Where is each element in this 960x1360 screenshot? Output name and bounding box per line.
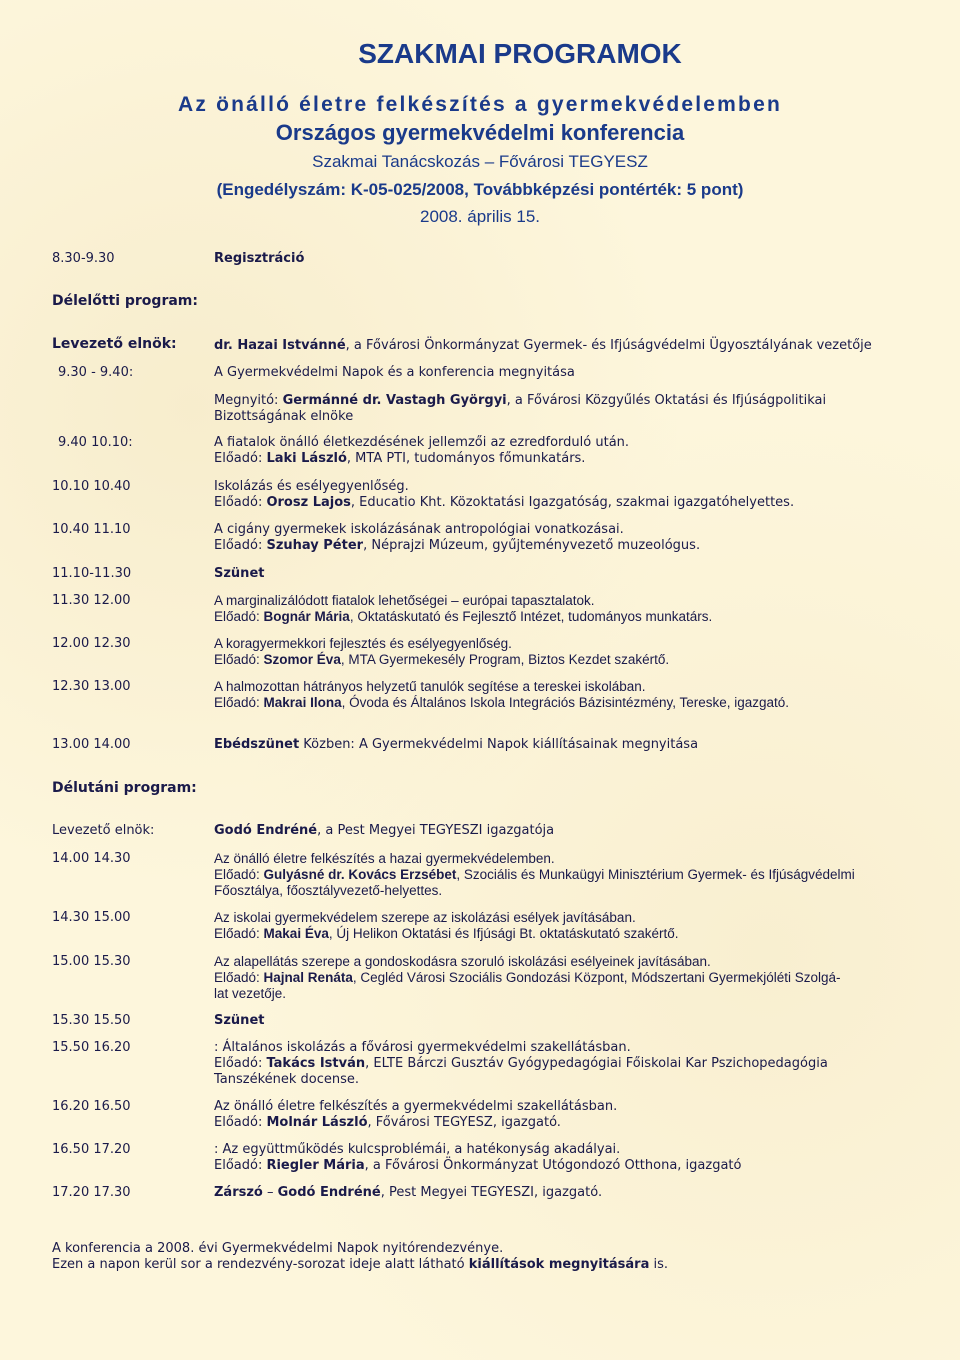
item-speaker: Előadó: Makai Éva, Új Helikon Oktatási és Ifjúsági Bt. oktatáskutató szakértő.	[214, 926, 679, 941]
item-title: Az önálló életre felkészítés a gyermekvédelmi szakellátásban.	[214, 1099, 618, 1114]
footer-line-1: A konferencia a 2008. évi Gyermekvédelmi Napok nyitórendezvénye.	[52, 1241, 504, 1256]
speaker-name: Makrai Ilona	[263, 695, 342, 710]
item-time: 12.00 12.30	[52, 636, 131, 651]
chair-role: , a Pest Megyei TEGYESZI igazgatója	[317, 823, 555, 838]
program-item	[214, 522, 904, 554]
afternoon-chair	[214, 823, 904, 839]
speaker-name: Hajnal Renáta	[263, 970, 353, 985]
item-title: A fiatalok önálló életkezdésének jellemzői az ezredforduló után.	[214, 435, 630, 450]
lunch-item	[214, 737, 904, 753]
program-item	[214, 636, 904, 668]
item-time: 9.30 - 9.40:	[58, 365, 134, 380]
speaker-name: Szomor Éva	[263, 652, 341, 667]
speaker-name: Laki László	[266, 451, 347, 466]
chair-name: Godó Endréné	[214, 823, 318, 838]
item-title: A koragyermekkori fejlesztés és esélyegyenlőség.	[214, 636, 512, 651]
item-speaker-cont: Tanszékének docense.	[214, 1072, 360, 1087]
program-item	[214, 365, 904, 425]
item-speaker-cont: Főosztálya, főosztályvezető-helyettes.	[214, 883, 443, 898]
lunch-label: Ebédszünet	[214, 737, 300, 752]
item-time: 11.30 12.00	[52, 593, 131, 608]
item-title: Az önálló életre felkészítés a hazai gyermekvédelemben.	[214, 851, 555, 866]
organizer-line: Szakmai Tanácskozás – Fővárosi TEGYESZ	[312, 152, 648, 171]
item-speaker: Előadó: Takács István, ELTE Bárczi Gusztáv Gyógypedagógiai Főiskolai Kar Pszichopedagógia	[214, 1056, 828, 1071]
speaker-name: Germánné dr. Vastagh Györgyi	[282, 393, 507, 408]
item-speaker: Előadó: Szuhay Péter, Néprajzi Múzeum, gyűjteményvezető muzeológus.	[214, 538, 701, 553]
chair-role: , a Fővárosi Önkormányzat Gyermek- és Ifjúságvédelmi Ügyosztályának vezetője	[345, 338, 872, 353]
item-speaker: Megnyitó: Germánné dr. Vastagh Györgyi, a Fővárosi Közgyűlés Oktatási és Ifjúságpolitikai	[214, 393, 827, 408]
item-speaker: Előadó: Hajnal Renáta, Cegléd Városi Szociális Gondozási Központ, Módszertani Gyermekjóléti Szolgá-	[214, 970, 841, 985]
program-item	[214, 593, 904, 625]
item-time: 10.40 11.10	[52, 522, 131, 537]
license-line: (Engedélyszám: K-05-025/2008, Továbbképzési pontérték: 5 pont)	[216, 180, 744, 199]
program-item	[214, 435, 904, 467]
item-title: Iskolázás és esélyegyenlőség.	[214, 479, 409, 494]
lunch-note: Közben: A Gyermekvédelmi Napok kiállításainak megnyitása	[299, 737, 699, 752]
program-item	[214, 1099, 904, 1131]
item-speaker: Előadó: Laki László, MTA PTI, tudományos főmunkatárs.	[214, 451, 586, 466]
speaker-name: Takács István	[266, 1056, 366, 1071]
program-item	[214, 851, 904, 899]
item-speaker-cont: lat vezetője.	[214, 986, 287, 1001]
speaker-name: Orosz Lajos	[266, 495, 351, 510]
item-time: 12.30 13.00	[52, 679, 131, 694]
item-speaker: Előadó: Orosz Lajos, Educatio Kht. Közoktatási Igazgatóság, szakmai igazgatóhelyettes.	[214, 495, 795, 510]
item-time: 13.00 14.00	[52, 737, 131, 752]
program-item	[214, 479, 904, 511]
speaker-name: Gulyásné dr. Kovács Erzsébet	[263, 867, 457, 882]
program-item	[214, 954, 904, 1002]
item-speaker: Előadó: Gulyásné dr. Kovács Erzsébet, Szociális és Munkaügyi Minisztérium Gyermek- és Ifjúságvédelmi	[214, 867, 855, 882]
footer-note	[52, 1241, 668, 1273]
speaker-name: Riegler Mária	[266, 1158, 365, 1173]
speaker-name: Szuhay Péter	[266, 538, 364, 553]
chair-name: dr. Hazai Istvánné	[214, 338, 346, 353]
item-time: 15.50 16.20	[52, 1040, 131, 1055]
item-title: A marginalizálódott fiatalok lehetőségei – európai tapasztalatok.	[214, 593, 595, 608]
item-time: 10.10 10.40	[52, 479, 131, 494]
item-time: 16.50 17.20	[52, 1142, 131, 1157]
morning-chair	[214, 338, 934, 354]
break-label: Szünet	[214, 566, 265, 581]
page-title: SZAKMAI PROGRAMOK	[358, 38, 682, 69]
item-title: Az iskolai gyermekvédelem szerepe az iskolázási esélyek javításában.	[214, 910, 636, 925]
closing-item: Zárszó – Godó Endréné, Pest Megyei TEGYESZI, igazgató.	[214, 1185, 603, 1200]
item-speaker-cont: Bizottságának elnöke	[214, 409, 354, 424]
footer-line-2: Ezen a napon kerül sor a rendezvény-sorozat ideje alatt látható kiállítások megnyitására is.	[52, 1257, 669, 1272]
speaker-name: Makai Éva	[263, 926, 329, 941]
morning-chair-label: Levezető elnök:	[52, 336, 177, 352]
afternoon-heading: Délutáni program:	[52, 780, 197, 796]
speaker-name: Godó Endréné	[277, 1185, 381, 1200]
item-time: 9.40 10.10:	[58, 435, 133, 450]
item-title: A halmozottan hátrányos helyzetű tanulók segítése a tereskei iskolában.	[214, 679, 646, 694]
program-item	[214, 910, 904, 942]
morning-heading: Délelőtti program:	[52, 293, 198, 309]
item-time: 14.00 14.30	[52, 851, 131, 866]
item-speaker: Előadó: Szomor Éva, MTA Gyermekesély Program, Biztos Kezdet szakértő.	[214, 652, 670, 667]
item-speaker: Előadó: Bognár Mária, Oktatáskutató és Fejlesztő Intézet, tudományos munkatárs.	[214, 609, 713, 624]
item-time: 17.20 17.30	[52, 1185, 131, 1200]
program-item	[214, 1142, 904, 1174]
item-time: 15.30 15.50	[52, 1013, 131, 1028]
conference-motto: Az önálló életre felkészítés a gyermekvédelemben	[178, 93, 782, 116]
item-title: : Általános iskolázás a fővárosi gyermekvédelmi szakellátásban.	[214, 1040, 631, 1055]
afternoon-chair-label: Levezető elnök:	[52, 823, 155, 838]
registration-label: Regisztráció	[214, 251, 305, 266]
item-time: 11.10-11.30	[52, 566, 132, 581]
conference-name: Országos gyermekvédelmi konferencia	[275, 120, 685, 145]
speaker-name: Molnár László	[266, 1115, 368, 1130]
item-speaker: Előadó: Makrai Ilona, Óvoda és Általános Iskola Integrációs Bázisintézmény, Tereske, igazgató.	[214, 695, 790, 710]
item-speaker: Előadó: Riegler Mária, a Fővárosi Önkormányzat Utógondozó Otthona, igazgató	[214, 1158, 742, 1173]
break-label: Szünet	[214, 1013, 265, 1028]
closing-label: Zárszó	[214, 1185, 263, 1200]
item-speaker: Előadó: Molnár László, Fővárosi TEGYESZ, igazgató.	[214, 1115, 561, 1130]
item-time: 16.20 16.50	[52, 1099, 131, 1114]
item-title: A cigány gyermekek iskolázásának antropológiai vonatkozásai.	[214, 522, 624, 537]
registration-time: 8.30-9.30	[52, 251, 115, 266]
program-item	[214, 1040, 904, 1088]
item-title: A Gyermekvédelmi Napok és a konferencia megnyitása	[214, 365, 575, 380]
item-title: Az alapellátás szerepe a gondoskodásra szoruló iskolázási esélyeinek javításában.	[214, 954, 711, 969]
event-date: 2008. április 15.	[419, 207, 541, 226]
item-title: : Az együttműködés kulcsproblémái, a hatékonyság akadályai.	[214, 1142, 621, 1157]
item-time: 15.00 15.30	[52, 954, 131, 969]
exhibition-highlight: kiállítások megnyitására	[468, 1257, 650, 1272]
speaker-name: Bognár Mária	[263, 609, 350, 624]
item-time: 14.30 15.00	[52, 910, 131, 925]
program-item	[214, 679, 904, 711]
